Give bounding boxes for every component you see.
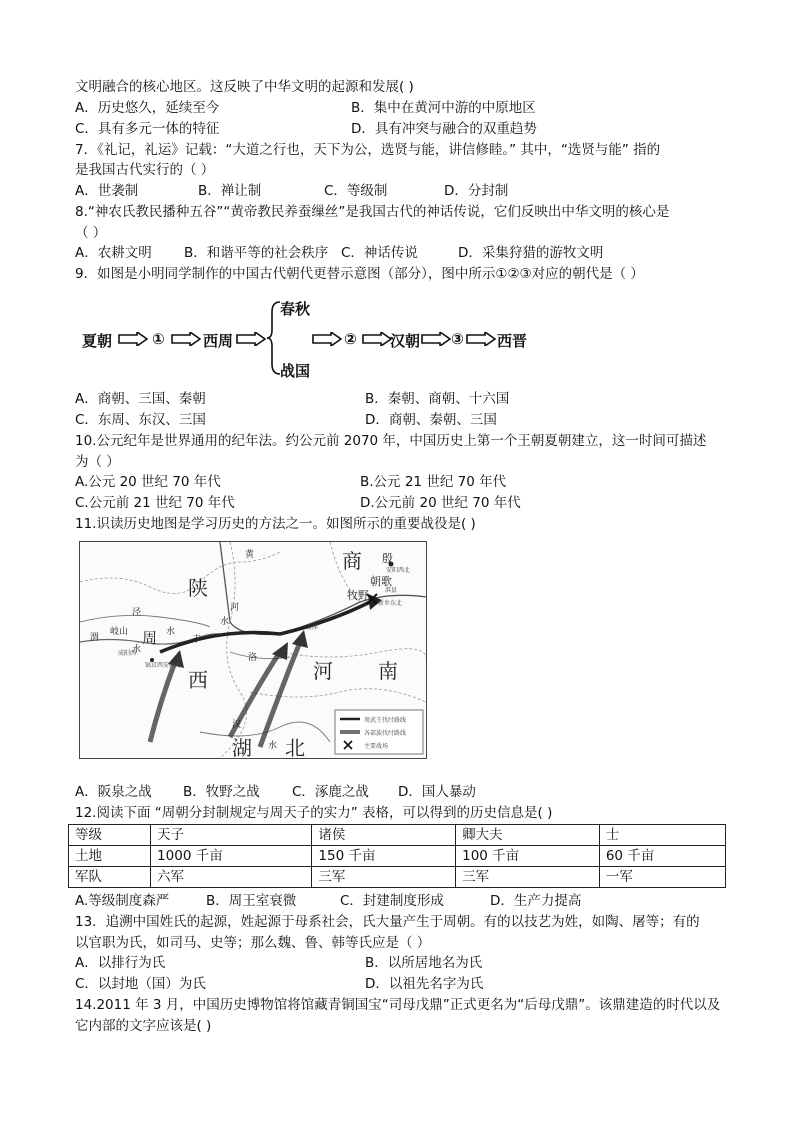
map-label-han: 汉 xyxy=(232,720,242,730)
q8-stem-line2: （ ） xyxy=(75,225,107,241)
q9-option-d[interactable]: D．商朝、秦朝、三国 xyxy=(365,412,497,428)
chain-arrow-4 xyxy=(312,332,342,346)
legend-tribe-route: 各部族伐纣路线 xyxy=(364,730,407,737)
map-label-nan: 南 xyxy=(378,659,398,683)
map-label-anyang: 安阳西北 xyxy=(386,567,411,574)
map-label-luo: 洛 xyxy=(248,653,258,663)
map-label-qishan: 岐山 xyxy=(110,627,129,637)
table-row xyxy=(69,825,726,846)
table-cell: 卿大夫 xyxy=(456,825,600,846)
feudal-table xyxy=(68,824,726,888)
map-label-qixian: 淇县 xyxy=(385,587,398,594)
map-label-muye: 牧野 xyxy=(347,589,369,602)
chain-n2: ② xyxy=(344,330,357,348)
q10-stem-line1: 10.公元纪年是世界通用的纪年法。约公元前 2070 年，中国历史上第一个王朝夏朝建立，这一时间可描述 xyxy=(75,433,707,449)
table-row xyxy=(69,846,726,867)
q11-option-c[interactable]: C．涿鹿之战 xyxy=(292,784,369,800)
q11-stem: 11.识读历史地图是学习历史的方法之一。如图所示的重要战役是( ) xyxy=(75,516,476,532)
q7-stem-line2: 是我国古代实行的（ ） xyxy=(75,162,215,178)
table-cell: 六军 xyxy=(151,867,312,888)
chain-arrow-3 xyxy=(236,332,266,346)
q11-option-a[interactable]: A．阪泉之战 xyxy=(75,784,152,800)
table-cell: 1000 千亩 xyxy=(151,846,312,867)
map-label-bei: 北 xyxy=(285,736,305,759)
q6-option-d[interactable]: D．具有冲突与融合的双重趋势 xyxy=(351,121,537,137)
chain-n3: ③ xyxy=(451,330,464,348)
table-cell: 100 千亩 xyxy=(456,846,600,867)
chain-xia: 夏朝 xyxy=(82,332,113,350)
map-label-huang: 黄 xyxy=(245,550,255,560)
map-label-shui-a: 水 xyxy=(132,645,142,655)
map-label-shang: 商 xyxy=(342,549,362,573)
map-label-zhou: 周 xyxy=(142,629,158,647)
q9-option-c[interactable]: C．东周、东汉、三国 xyxy=(75,412,206,428)
q10-option-c[interactable]: C.公元前 21 世纪 70 年代 xyxy=(75,495,235,511)
q10-stem-line2: 为（ ） xyxy=(75,454,120,470)
q13-option-b[interactable]: B．以所居地名为氏 xyxy=(365,955,483,971)
chain-xizhou: 西周 xyxy=(203,332,234,350)
table-cell: 士 xyxy=(599,825,725,846)
table-cell: 三军 xyxy=(456,867,600,888)
table-cell: 土地 xyxy=(69,846,151,867)
q12-option-b[interactable]: B．周王室衰微 xyxy=(206,893,297,909)
q9-option-a[interactable]: A．商朝、三国、秦朝 xyxy=(75,391,206,407)
table-cell: 三军 xyxy=(312,867,456,888)
map-label-he2: 河 xyxy=(230,603,240,613)
chain-arrow-2 xyxy=(171,332,201,346)
chain-chunqiu: 春秋 xyxy=(280,300,311,318)
q6-option-b[interactable]: B．集中在黄河中游的中原地区 xyxy=(351,100,536,116)
q9-stem: 9．如图是小明同学制作的中国古代朝代更替示意图（部分），图中所示①②③对应的朝代是（ ） xyxy=(75,266,644,282)
q13-option-d[interactable]: D．以祖先名字为氏 xyxy=(365,976,484,992)
q8-option-d[interactable]: D．采集狩猎的游牧文明 xyxy=(458,245,604,261)
map-label-feng: 丰 xyxy=(192,635,202,645)
map-label-shui-c: 水 xyxy=(220,617,230,627)
q11-option-d[interactable]: D．国人暴动 xyxy=(398,784,476,800)
table-cell: 天子 xyxy=(151,825,312,846)
q8-option-b[interactable]: B．和谐平等的社会秩序 xyxy=(184,245,329,261)
q13-stem-line1: 13．追溯中国姓氏的起源，姓起源于母系社会，氏大量产生于周朝。有的以技艺为姓，如陶、屠等；有的 xyxy=(75,914,700,930)
q13-option-c[interactable]: C．以封地（国）为氏 xyxy=(75,976,206,992)
table-cell: 等级 xyxy=(69,825,151,846)
table-cell: 60 千亩 xyxy=(599,846,725,867)
q12-option-c[interactable]: C．封建制度形成 xyxy=(340,893,444,909)
q12-option-d[interactable]: D．生产力提高 xyxy=(490,893,582,909)
q13-option-a[interactable]: A．以排行为氏 xyxy=(75,955,166,971)
q10-option-d[interactable]: D.公元前 20 世纪 70 年代 xyxy=(360,495,521,511)
historical-map xyxy=(79,541,427,759)
table-cell: 一军 xyxy=(599,867,725,888)
q9-option-b[interactable]: B．秦朝、商朝、十六国 xyxy=(365,391,510,407)
q7-option-a[interactable]: A．世袭制 xyxy=(75,183,139,199)
table-row xyxy=(69,867,726,888)
q8-option-a[interactable]: A．农耕文明 xyxy=(75,245,152,261)
table-cell: 150 千亩 xyxy=(312,846,456,867)
q8-option-c[interactable]: C．神话传说 xyxy=(341,245,418,261)
q7-option-b[interactable]: B．禅让制 xyxy=(198,183,262,199)
map-label-he: 河 xyxy=(313,659,333,683)
map-label-xinxiang: 新乡东北 xyxy=(378,600,403,607)
table-cell: 诸侯 xyxy=(312,825,456,846)
q6-option-a[interactable]: A．历史悠久，延续至今 xyxy=(75,100,220,116)
legend-zhou-route: 周武王伐纣路线 xyxy=(364,717,407,724)
q8-stem-line1: 8.“神农氏教民播种五谷”“黄帝教民养蚕缫丝”是我国古代的神话传说，它们反映出中华文明的核心是 xyxy=(75,204,670,220)
chain-xijin: 西晋 xyxy=(497,332,528,350)
map-label-wei: 渭 xyxy=(90,633,100,643)
q11-option-b[interactable]: B．牧野之战 xyxy=(183,784,260,800)
table-cell: 军队 xyxy=(69,867,151,888)
q10-option-a[interactable]: A.公元 20 世纪 70 年代 xyxy=(75,474,221,490)
map-label-jing: 泾 xyxy=(132,608,142,618)
chain-arrow-7 xyxy=(466,332,496,346)
legend-battlefield: 主要战场 xyxy=(364,743,389,750)
q14-stem-line2: 它内部的文字应该是( ) xyxy=(75,1018,212,1034)
chain-han: 汉朝 xyxy=(390,332,421,350)
map-label-fenghao: 镐京西安西南 xyxy=(145,662,182,669)
q7-option-d[interactable]: D．分封制 xyxy=(444,183,509,199)
chain-zhanguo: 战国 xyxy=(280,362,311,380)
chain-arrow-1 xyxy=(118,332,148,346)
q6-option-c[interactable]: C．具有多元一体的特征 xyxy=(75,121,220,137)
chain-n1: ① xyxy=(152,330,165,348)
map-label-mengjin: 孟津 xyxy=(306,624,319,631)
map-label-zhaoge: 朝歌 xyxy=(370,575,392,588)
q10-option-b[interactable]: B.公元 21 世纪 70 年代 xyxy=(360,474,507,490)
q14-stem-line1: 14.2011 年 3 月，中国历史博物馆将馆藏青铜国宝“司母戊鼎”正式更名为“后母戊鼎”。该鼎建造的时代以及 xyxy=(75,997,721,1013)
map-label-shaan: 陕 xyxy=(188,576,208,600)
q12-stem: 12.阅读下面 “周朝分封制规定与周天子的实力” 表格，可以得到的历史信息是( ) xyxy=(75,805,553,821)
chain-arrow-6 xyxy=(421,332,451,346)
chain-arrow-5 xyxy=(362,332,392,346)
map-label-yin: 殷 xyxy=(382,552,393,565)
map-label-hu: 湖 xyxy=(232,736,252,759)
map-label-xianyangxi: 成阳西 xyxy=(118,650,137,657)
map-label-shui-b: 水 xyxy=(166,627,176,637)
map-label-xi: 西 xyxy=(188,668,208,692)
q7-option-c[interactable]: C．等级制 xyxy=(324,183,388,199)
q12-option-a[interactable]: A.等级制度森严 xyxy=(75,893,170,909)
map-label-shui-d: 水 xyxy=(268,741,278,751)
q13-stem-line2: 以官职为氏，如司马、史等；那么魏、鲁、韩等氏应是（ ） xyxy=(75,935,431,951)
q7-stem-line1: 7．《礼记，礼运》记载：“大道之行也，天下为公，选贤与能，讲信修睦。” 其中，“选贤与能” 指的 xyxy=(75,142,661,158)
q6-stem-tail: 文明融合的核心地区。这反映了中华文明的起源和发展( ) xyxy=(75,79,414,95)
